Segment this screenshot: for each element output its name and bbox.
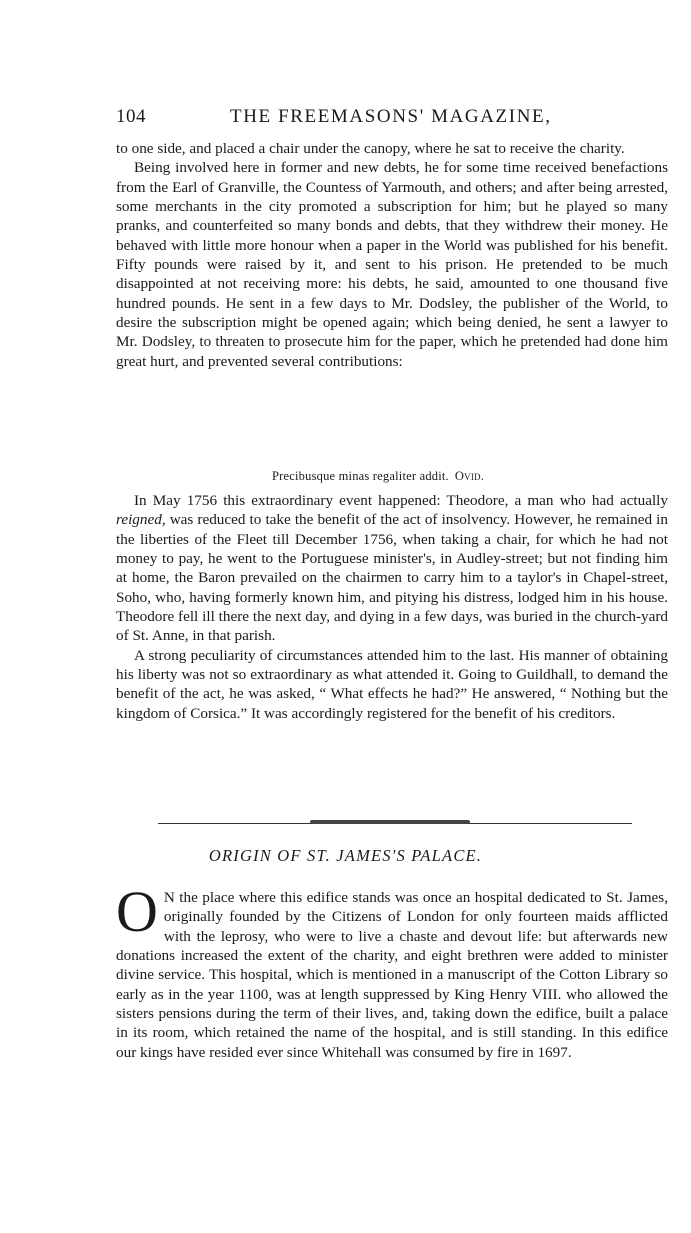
continuation-paragraph: to one side, and placed a chair under the canopy, where he sat to receive the charity. — [116, 140, 625, 157]
insolvency-paragraph — [116, 491, 668, 646]
article-st-james-palace — [116, 879, 668, 1062]
drop-cap: O — [116, 879, 158, 944]
palace-paragraph — [116, 879, 668, 1062]
insolvency-text-start: In May 1756 this extraordinary event happened: Theodore, a man who had actually — [134, 492, 668, 509]
quote-author: Ovid. — [454, 469, 485, 483]
latin-quotation — [272, 469, 484, 484]
running-head — [116, 106, 668, 134]
palace-text: N the place where this edifice stands was once an hospital dedicated to St. James, originally founded by the Citizens of London for only fourteen maids afflicted with the leprosy, who were to live a chaste and devout life: but afterwards new donations increased the extent of the charity, and eight brethren were added to minister divine service. This hospital, which is mentioned in a manuscript of the Cotton Library so early as in the year 1100, was at length suppressed by King Henry VIII. who allowed the sisters pensions during the term of their lives, and, taking down the edifice, built a palace in its room, which retained the name of the hospital, and is still standing. In this edifice our kings have resided ever since Whitehall was consumed by fire in 1697. — [116, 889, 668, 1061]
debts-paragraph: Being involved here in former and new debts, he for some time received benefactions from the Earl of Granville, the Countess of Yarmouth, and others; and after being arrested, some merchants in the city promoted a subscription for him; but he played so many pranks, and counterfeited so many bonds and debts, that they withdrew their money. He behaved with little more honour when a paper in the World was published for his benefit. Fifty pounds were raised by it, and sent to his prison. He pretended to be much disappointed at not receiving more: his debts, he said, amounted to one thousand five hundred pounds. He sent in a few days to Mr. Dodsley, the publisher of the World, to desire the subscription might be opened again; which being denied, he sent a lawyer to Mr. Dodsley, to threaten to prosecute him for the paper, which he pretended had done him great hurt, and prevented several contributions: — [116, 159, 668, 370]
peculiarity-paragraph: A strong peculiarity of circumstances attended him to the last. His manner of obtaining his liberty was not so extraordinary as what attended it. Going to Guildhall, to demand the benefit of the act, he was asked, “ What effects he had?” He answered, “ Nothing but the kingdom of Corsica.” It was accordingly registered for the benefit of his creditors. — [116, 646, 668, 722]
magazine-title: THE FREEMASONS' MAGAZINE, — [230, 106, 552, 127]
insolvency-text-rest: was reduced to take the benefit of the act of insolvency. However, he remained in the liberties of the Fleet till December 1756, when taking a chair, for which he had not money to pay, he went to the Portuguese minister's, in Audley-street; but not finding him at home, the Baron prevailed on the chairmen to carry him to a taylor's in Chapel-street, Soho, who, having formerly known him, and pitying his distress, lodged him in his house. Theodore fell ill there the next day, and dying in a few days, was buried in the church-yard of St. Anne, in that parish. — [116, 511, 668, 645]
section-divider-ornament — [310, 820, 470, 824]
quote-text: Precibusque minas regaliter addit. — [272, 469, 449, 483]
section-heading: ORIGIN OF ST. JAMES'S PALACE. — [208, 846, 483, 865]
reigned-emphasis: reigned, — [116, 511, 166, 529]
page-number: 104 — [116, 106, 146, 127]
article-theodore-part2 — [116, 491, 668, 723]
article-theodore-part1 — [116, 139, 668, 371]
